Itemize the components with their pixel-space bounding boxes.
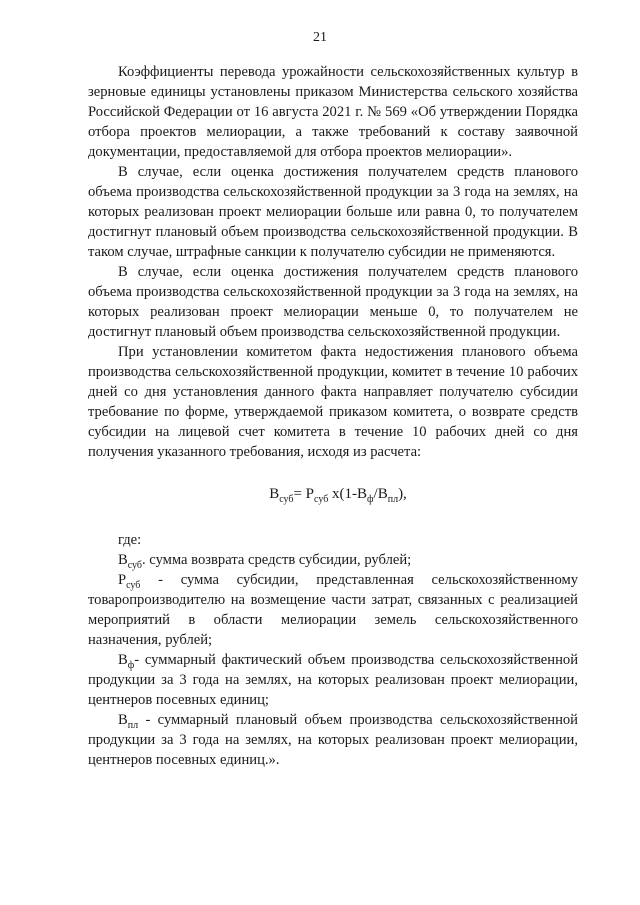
definition-symbol: Р bbox=[118, 572, 127, 588]
definition-text: - суммарный фактический объем производства сельскохозяйственной продукции за 3 года на землях, на которых реализован проект мелиорации, центнеров посевных единиц; bbox=[88, 652, 578, 708]
formula-end: ), bbox=[398, 486, 407, 502]
definition-p-sub bbox=[88, 570, 578, 650]
formula-slash: /В bbox=[373, 486, 388, 502]
paragraph-refund-requirement: При установлении комитетом факта недостижения планового объема производства сельскохозяйственной продукции, комитет в течение 10 рабочих дней со дня установления данного факта направляет получателю субсидии требование по форме, утверждаемой приказом комитета, о возврате средств субсидии на лицевой счет комитета в течение 10 рабочих дней со дня получения указанного требования, исходя из расчета: bbox=[88, 344, 578, 460]
definition-symbol: В bbox=[118, 652, 128, 668]
formula-mult: х(1-В bbox=[328, 486, 368, 502]
refund-formula bbox=[98, 484, 578, 504]
where-label: где: bbox=[118, 532, 142, 548]
formula-p-sub: суб bbox=[314, 494, 329, 505]
definition-subscript: пл bbox=[127, 719, 139, 731]
formula-b-sub: суб bbox=[279, 494, 294, 505]
paragraph-conversion-coefficients: Коэффициенты перевода урожайности сельскохозяйственных культур в зерновые единицы установлены приказом Министерства сельского хозяйства Российской Федерации от 16 августа 2021 г. № 569 «Об утверждении Порядка отбора проектов мелиорации, а также требований к составу заявочной документации, предоставляемой для отбора проектов мелиорации». bbox=[88, 64, 578, 160]
definition-symbol: В bbox=[118, 712, 128, 728]
definition-subscript: ф bbox=[127, 659, 135, 671]
paragraph-target-not-reached: В случае, если оценка достижения получателем средств планового объема производства сельскохозяйственной продукции за 3 года на землях, на которых реализован проект мелиорации меньше 0, то получателем не достигнут плановый объем производства сельскохозяйственной продукции. bbox=[88, 264, 578, 340]
formula-eq: = Р bbox=[293, 486, 315, 502]
formula-pl-sub: пл bbox=[387, 494, 399, 505]
definition-text: . сумма возврата средств субсидии, рублей; bbox=[142, 552, 412, 568]
page-number: 21 bbox=[313, 30, 327, 45]
definition-text: - сумма субсидии, представленная сельскохозяйственному товаропроизводителю на возмещение части затрат, связанных с реализацией мероприятий в области мелиорации земель сельскохозяйственного назначения, рублей; bbox=[88, 572, 578, 648]
document-body bbox=[88, 62, 578, 770]
definition-b-f bbox=[88, 650, 578, 710]
formula-f-sub: ф bbox=[367, 494, 374, 505]
paragraph-target-reached: В случае, если оценка достижения получателем средств планового объема производства сельскохозяйственной продукции за 3 года на землях, на которых реализован проект мелиорации больше или равна 0, то получателем достигнут плановый объем производства сельскохозяйственной продукции. В таком случае, штрафные санкции к получателю субсидии не применяются. bbox=[88, 164, 578, 260]
definition-subscript: суб bbox=[126, 579, 141, 591]
definition-b-pl bbox=[88, 710, 578, 770]
definition-b-sub bbox=[88, 550, 578, 570]
definition-subscript: суб bbox=[127, 559, 142, 571]
formula-b: В bbox=[269, 486, 280, 502]
definition-text: - суммарный плановый объем производства сельскохозяйственной продукции за 3 года на землях, на которых реализован проект мелиорации, центнеров посевных единиц.». bbox=[88, 712, 578, 768]
definition-symbol: В bbox=[118, 552, 128, 568]
